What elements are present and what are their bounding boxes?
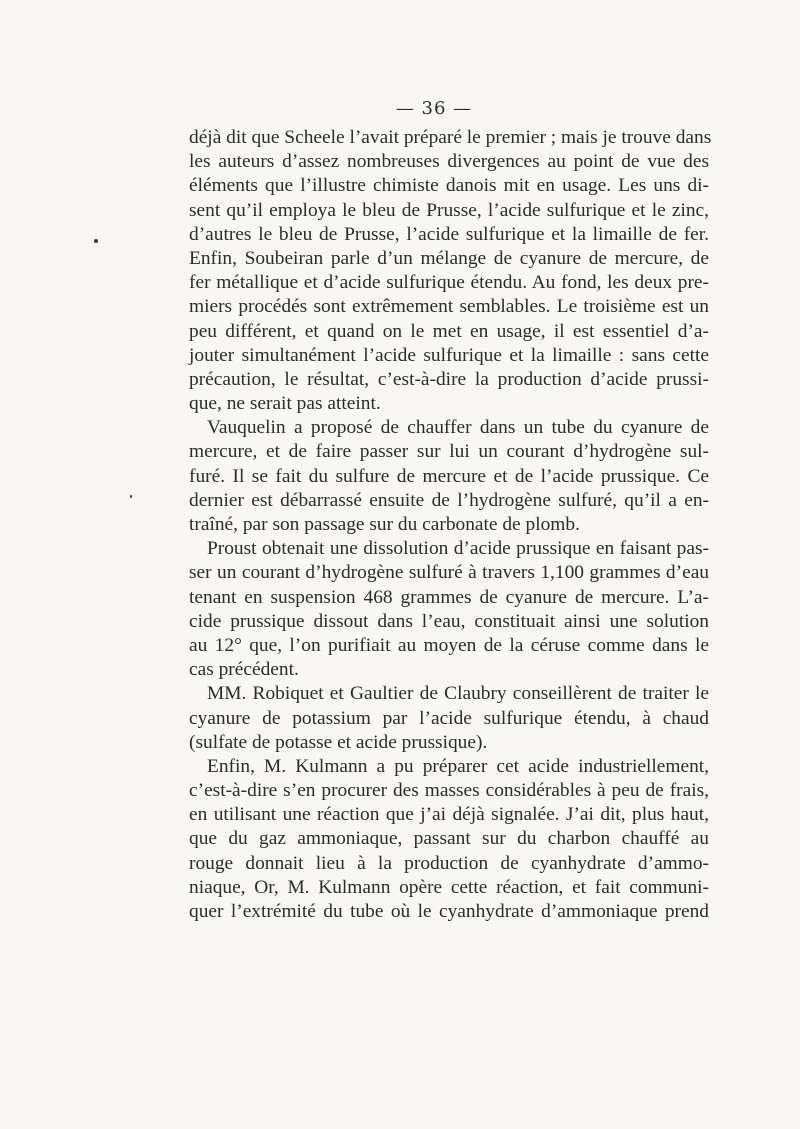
text-line: Proust obtenait une dissolution d’acide prussique en faisant pas- xyxy=(207,538,709,560)
text-line: dernier est débarrassé ensuite de l’hydrogène sulfuré, qu’il a en- xyxy=(189,489,709,511)
text-line: MM. Robiquet et Gaultier de Claubry conseillèrent de traiter le xyxy=(207,683,709,705)
text-line: furé. Il se fait du sulfure de mercure et de l’acide prussique. Ce xyxy=(189,465,709,487)
text-line: cas précédent. xyxy=(189,659,299,681)
text-line: traîné, par son passage sur du carbonate de plomb. xyxy=(189,514,580,535)
body-text xyxy=(189,126,712,924)
text-line: éléments que l’illustre chimiste danois mit en usage. Les uns di- xyxy=(189,175,709,197)
text-line: Vauquelin a proposé de chauffer dans un tube du cyanure de xyxy=(207,417,709,439)
text-line: (sulfate de potasse et acide prussique). xyxy=(189,731,488,753)
text-line: niaque, Or, M. Kulmann opère cette réaction, et fait communi- xyxy=(189,876,709,898)
text-line: peu différent, et quand on le met en usage, il est essentiel d’a- xyxy=(189,320,709,342)
text-line: sent qu’il employa le bleu de Prusse, l’acide sulfurique et le zinc, xyxy=(189,199,709,221)
text-line: que du gaz ammoniaque, passant sur du charbon chauffé au xyxy=(189,828,709,850)
text-line: les auteurs d’assez nombreuses divergences au point de vue des xyxy=(189,151,709,173)
text-line: ser un courant d’hydrogène sulfuré à travers 1,100 grammes d’eau xyxy=(189,562,709,584)
text-line: miers procédés sont extrêmement semblables. Le troisième est un xyxy=(189,296,709,318)
text-line: cide prussique dissout dans l’eau, constituait ainsi une solution xyxy=(189,610,709,632)
text-line: précaution, le résultat, c’est-à-dire la production d’acide prussi- xyxy=(189,368,709,390)
text-line: Enfin, M. Kulmann a pu préparer cet acide industriellement, xyxy=(207,755,709,777)
text-line: tenant en suspension 468 grammes de cyanure de mercure. L’a- xyxy=(189,586,709,608)
page-number: — 36 — xyxy=(395,98,473,119)
text-line: Enfin, Soubeiran parle d’un mélange de cyanure de mercure, de xyxy=(189,247,709,269)
text-line: c’est-à-dire s’en procurer des masses considérables à peu de frais, xyxy=(189,780,709,802)
text-line: mercure, et de faire passer sur lui un courant d’hydrogène sul- xyxy=(189,441,709,463)
text-line: au 12° que, l’on purifiait au moyen de la céruse comme dans le xyxy=(189,634,709,656)
text-line: déjà dit que Scheele l’avait préparé le premier ; mais je trouve dans xyxy=(189,127,712,148)
margin-speck xyxy=(130,495,132,498)
text-line: rouge donnait lieu à la production de cyanhydrate d’ammo- xyxy=(189,852,709,874)
margin-speck xyxy=(94,239,98,243)
text-line: d’autres le bleu de Prusse, l’acide sulfurique et la limaille de fer. xyxy=(189,223,709,245)
text-line: fer métallique et d’acide sulfurique étendu. Au fond, les deux pre- xyxy=(189,272,709,294)
text-line: que, ne serait pas atteint. xyxy=(189,393,381,415)
text-line: cyanure de potassium par l’acide sulfurique étendu, à chaud xyxy=(189,707,709,729)
text-line: quer l’extrémité du tube où le cyanhydrate d’ammoniaque prend xyxy=(189,901,709,922)
text-line: en utilisant une réaction que j’ai déjà signalée. J’ai dit, plus haut, xyxy=(189,804,709,826)
text-line: jouter simultanément l’acide sulfurique et la limaille : sans cette xyxy=(189,344,709,366)
